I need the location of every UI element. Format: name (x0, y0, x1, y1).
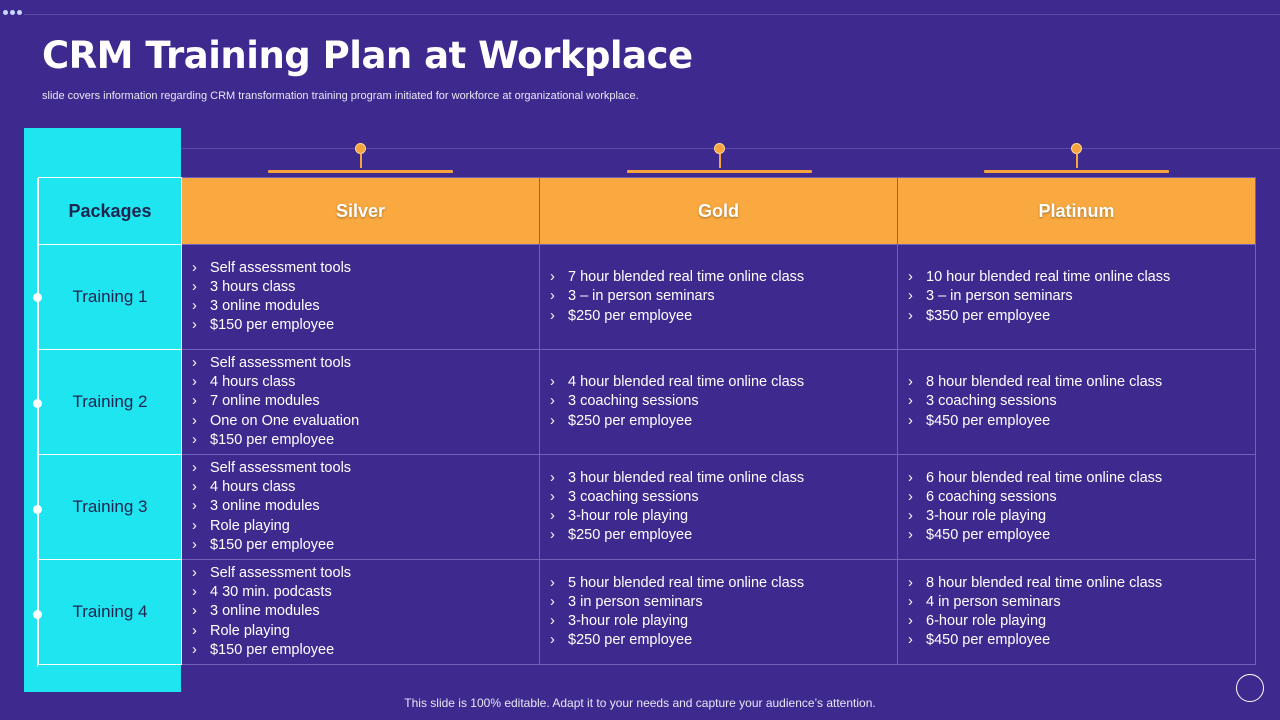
row-dot-icon (33, 610, 42, 619)
row-dot-icon (33, 505, 42, 514)
silver-cell (182, 455, 540, 560)
list-item: › Self assessment tools (191, 459, 539, 478)
platinum-cell (898, 350, 1256, 455)
list-item: › $250 per employee (549, 526, 897, 545)
silver-feature-list (191, 459, 539, 555)
list-item: › 4 in person seminars (907, 593, 1255, 612)
training-label: Training 1 (39, 245, 182, 350)
list-item: › 10 hour blended real time online class (907, 268, 1255, 287)
table-row (39, 455, 1256, 560)
top-divider (24, 14, 1280, 15)
table-body (39, 245, 1256, 665)
footer-note: This slide is 100% editable. Adapt it to your needs and capture your audience’s attention. (404, 696, 876, 710)
circle-icon (1236, 674, 1264, 702)
gold-feature-list (549, 268, 897, 326)
list-item: › 8 hour blended real time online class (907, 373, 1255, 392)
list-item: › 3 coaching sessions (907, 392, 1255, 411)
list-item: › 3 – in person seminars (907, 287, 1255, 306)
list-item: › $450 per employee (907, 412, 1255, 431)
training-label: Training 4 (39, 560, 182, 665)
silver-feature-list (191, 564, 539, 660)
list-item: › 6 hour blended real time online class (907, 469, 1255, 488)
list-item: › 6-hour role playing (907, 612, 1255, 631)
list-item: › 8 hour blended real time online class (907, 574, 1255, 593)
row-dot-icon (33, 399, 42, 408)
table-row (39, 245, 1256, 350)
row-connector-line (37, 178, 38, 667)
training-label: Training 2 (39, 350, 182, 455)
platinum-feature-list (907, 574, 1255, 651)
packages-header: Packages (39, 178, 182, 245)
list-item: › 3 online modules (191, 497, 539, 516)
silver-feature-list (191, 259, 539, 336)
list-item: › 3 hour blended real time online class (549, 469, 897, 488)
list-item: › $150 per employee (191, 536, 539, 555)
list-item: › Role playing (191, 622, 539, 641)
training-label: Training 3 (39, 455, 182, 560)
list-item: › $350 per employee (907, 307, 1255, 326)
training-plan-table (38, 177, 1256, 665)
list-item: › 3 coaching sessions (549, 488, 897, 507)
platinum-cell (898, 560, 1256, 665)
silver-cell (182, 350, 540, 455)
gold-cell (540, 350, 898, 455)
platinum-feature-list (907, 469, 1255, 546)
list-item: › 5 hour blended real time online class (549, 574, 897, 593)
page-subtitle: slide covers information regarding CRM transformation training program initiated for workforce at organizational workplace. (42, 90, 639, 102)
list-item: › $450 per employee (907, 526, 1255, 545)
list-item: › 4 30 min. podcasts (191, 583, 539, 602)
list-item: › 4 hours class (191, 373, 539, 392)
silver-header: Silver (182, 178, 540, 245)
list-item: › 4 hours class (191, 478, 539, 497)
list-item: › $150 per employee (191, 431, 539, 450)
list-item: › 4 hour blended real time online class (549, 373, 897, 392)
list-item: › 3 online modules (191, 297, 539, 316)
platinum-feature-list (907, 268, 1255, 326)
list-item: › $250 per employee (549, 307, 897, 326)
gold-feature-list (549, 574, 897, 651)
list-item: › 3 hours class (191, 278, 539, 297)
platinum-header-bar (984, 170, 1169, 173)
list-item: › Self assessment tools (191, 354, 539, 373)
silver-cell (182, 245, 540, 350)
list-item: › 7 online modules (191, 392, 539, 411)
table-row (39, 560, 1256, 665)
gold-cell (540, 455, 898, 560)
list-item: › 3 – in person seminars (549, 287, 897, 306)
gold-pin-icon (713, 143, 726, 173)
page-title: CRM Training Plan at Workplace (42, 34, 693, 77)
list-item: › $150 per employee (191, 641, 539, 660)
list-item: › $250 per employee (549, 631, 897, 650)
list-item: › 3 online modules (191, 602, 539, 621)
gold-feature-list (549, 469, 897, 546)
gold-header: Gold (540, 178, 898, 245)
list-item: › Self assessment tools (191, 259, 539, 278)
list-item: › $150 per employee (191, 316, 539, 335)
platinum-cell (898, 245, 1256, 350)
gold-feature-list (549, 373, 897, 431)
platinum-feature-list (907, 373, 1255, 431)
list-item: › One on One evaluation (191, 412, 539, 431)
list-item: › 3-hour role playing (907, 507, 1255, 526)
platinum-header: Platinum (898, 178, 1256, 245)
list-item: › 3-hour role playing (549, 507, 897, 526)
list-item: › 3-hour role playing (549, 612, 897, 631)
platinum-pin-icon (1070, 143, 1083, 173)
gold-header-bar (627, 170, 812, 173)
gold-cell (540, 560, 898, 665)
header-timeline (181, 148, 1280, 149)
silver-header-bar (268, 170, 453, 173)
gold-cell (540, 245, 898, 350)
window-dots-icon (3, 10, 22, 15)
silver-feature-list (191, 354, 539, 450)
list-item: › 6 coaching sessions (907, 488, 1255, 507)
table-row (39, 350, 1256, 455)
list-item: › Role playing (191, 517, 539, 536)
table-header-row (39, 178, 1256, 245)
list-item: › 3 coaching sessions (549, 392, 897, 411)
silver-cell (182, 560, 540, 665)
list-item: › $250 per employee (549, 412, 897, 431)
platinum-cell (898, 455, 1256, 560)
list-item: › 3 in person seminars (549, 593, 897, 612)
row-dot-icon (33, 293, 42, 302)
list-item: › $450 per employee (907, 631, 1255, 650)
list-item: › Self assessment tools (191, 564, 539, 583)
list-item: › 7 hour blended real time online class (549, 268, 897, 287)
silver-pin-icon (354, 143, 367, 173)
